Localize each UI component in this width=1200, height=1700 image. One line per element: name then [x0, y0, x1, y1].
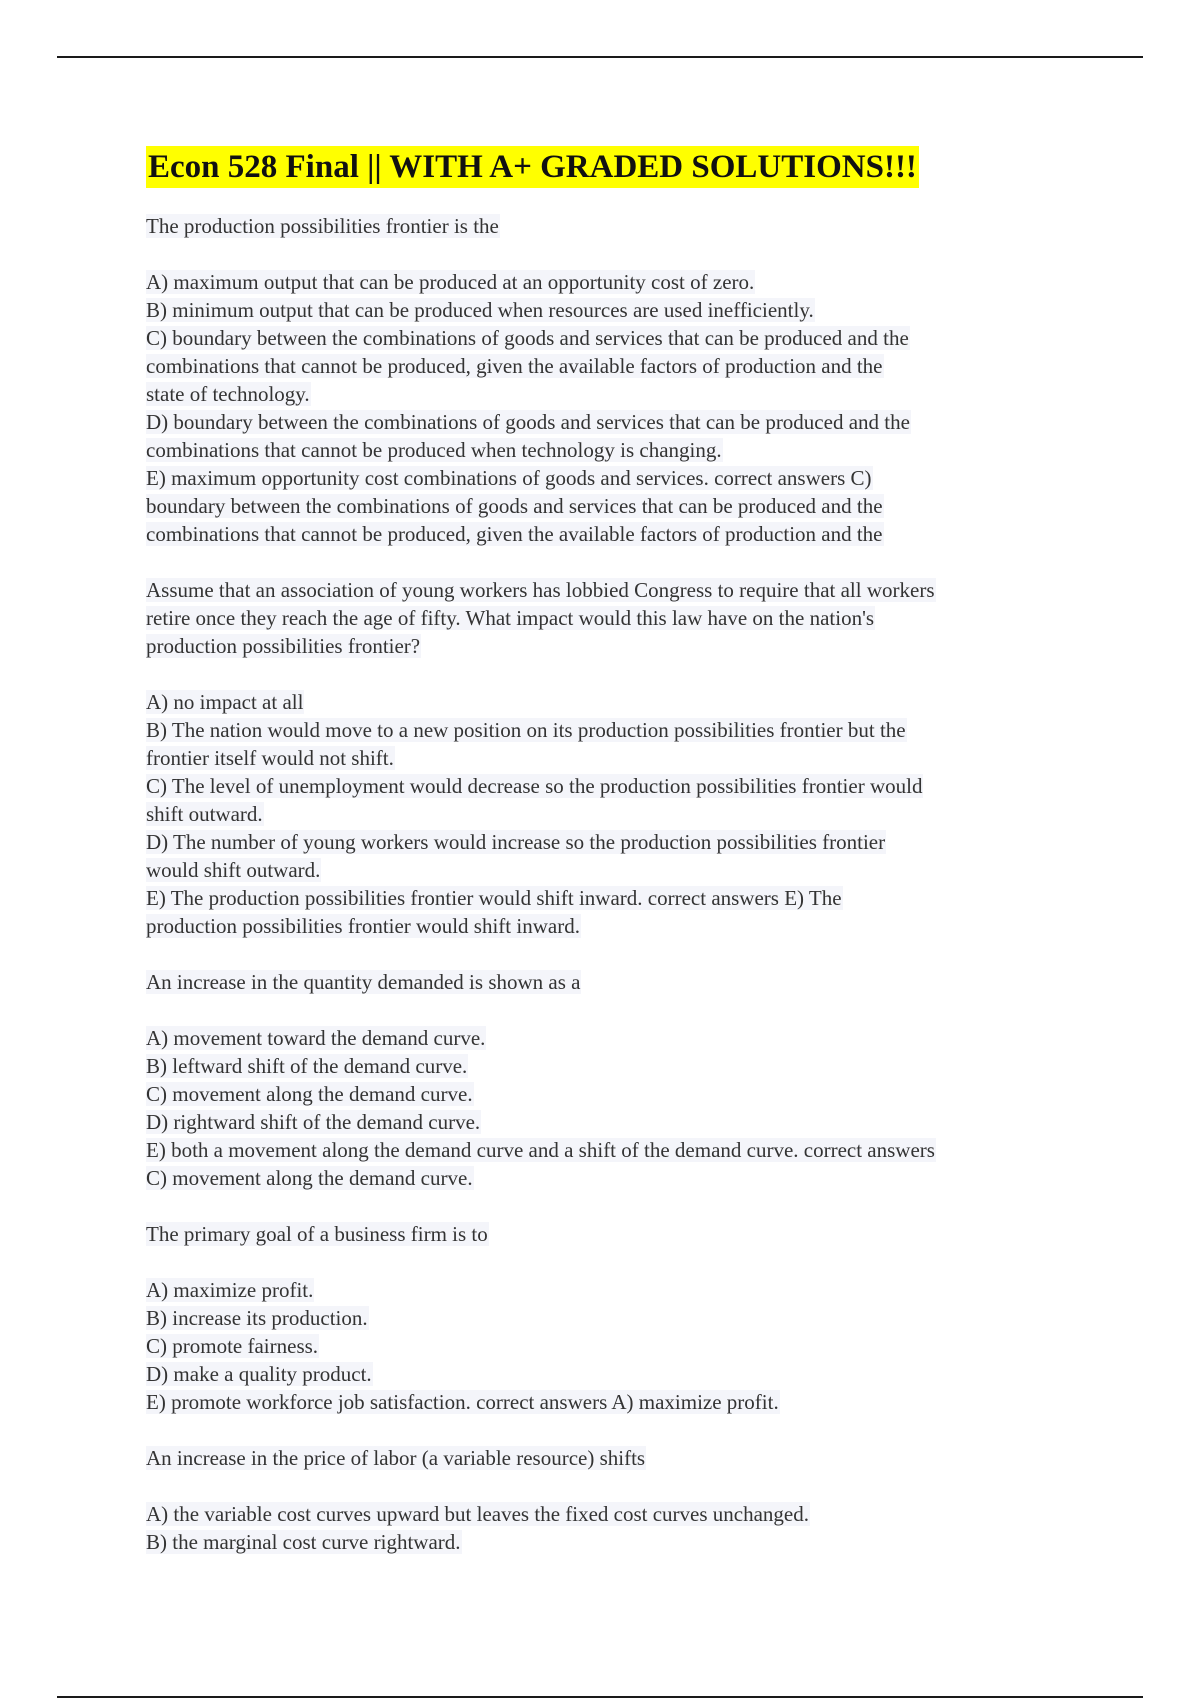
footer-rule — [57, 1696, 1143, 1698]
answer-line: B) the marginal cost curve rightward. — [146, 1530, 461, 1554]
answer-line: would shift outward. — [146, 858, 321, 882]
answer-line: combinations that cannot be produced when technology is changing. — [146, 438, 722, 462]
answer-line: D) The number of young workers would increase so the production possibilities frontier — [146, 830, 886, 854]
answer-line: E) maximum opportunity cost combinations of goods and services. correct answers C) — [146, 466, 872, 490]
answer-line: combinations that cannot be produced, given the available factors of production and the — [146, 522, 883, 546]
answer-line: D) rightward shift of the demand curve. — [146, 1110, 481, 1134]
answer-line: A) maximum output that can be produced at an opportunity cost of zero. — [146, 270, 755, 294]
answer-line: frontier itself would not shift. — [146, 746, 394, 770]
answer-line: boundary between the combinations of goods and services that can be produced and the — [146, 494, 883, 518]
question-2-answers — [146, 688, 1066, 940]
answer-line: E) promote workforce job satisfaction. correct answers A) maximize profit. — [146, 1390, 779, 1414]
question-5-text — [146, 1444, 1066, 1472]
answer-line: state of technology. — [146, 382, 310, 406]
question-4-text — [146, 1220, 1066, 1248]
answer-line: C) The level of unemployment would decrease so the production possibilities frontier would — [146, 774, 923, 798]
answer-line: A) no impact at all — [146, 690, 304, 714]
answer-line: A) maximize profit. — [146, 1278, 314, 1302]
answer-line: shift outward. — [146, 802, 263, 826]
document-title: Econ 528 Final || WITH A+ GRADED SOLUTIONS!!! — [146, 146, 919, 188]
answer-line: D) boundary between the combinations of goods and services that can be produced and the — [146, 410, 910, 434]
answer-line: B) minimum output that can be produced when resources are used inefficiently. — [146, 298, 814, 322]
answer-line: A) the variable cost curves upward but leaves the fixed cost curves unchanged. — [146, 1502, 810, 1526]
answer-line: C) promote fairness. — [146, 1334, 319, 1358]
answer-line: E) The production possibilities frontier would shift inward. correct answers E) The — [146, 886, 842, 910]
answer-line: C) boundary between the combinations of goods and services that can be produced and the — [146, 326, 909, 350]
answer-line: B) increase its production. — [146, 1306, 368, 1330]
question-5-answers — [146, 1500, 1066, 1556]
question-3-answers — [146, 1024, 1066, 1192]
document-body — [146, 146, 1066, 1584]
question-3-text — [146, 968, 1066, 996]
question-4-answers — [146, 1276, 1066, 1416]
question-line: retire once they reach the age of fifty. What impact would this law have on the nation's — [146, 606, 875, 630]
answer-line: E) both a movement along the demand curve and a shift of the demand curve. correct answers — [146, 1138, 935, 1162]
answer-line: C) movement along the demand curve. — [146, 1166, 473, 1190]
question-line: An increase in the quantity demanded is shown as a — [146, 970, 581, 994]
answer-line: D) make a quality product. — [146, 1362, 372, 1386]
question-1-answers — [146, 268, 1066, 548]
answer-line: B) leftward shift of the demand curve. — [146, 1054, 468, 1078]
question-line: An increase in the price of labor (a variable resource) shifts — [146, 1446, 646, 1470]
question-2-text — [146, 576, 1066, 660]
header-rule — [57, 56, 1143, 58]
question-line: The primary goal of a business firm is to — [146, 1222, 488, 1246]
answer-line: combinations that cannot be produced, given the available factors of production and the — [146, 354, 883, 378]
question-line: production possibilities frontier? — [146, 634, 421, 658]
question-line: Assume that an association of young workers has lobbied Congress to require that all workers — [146, 578, 935, 602]
question-1-text — [146, 212, 1066, 240]
answer-line: B) The nation would move to a new position on its production possibilities frontier but the — [146, 718, 906, 742]
answer-line: production possibilities frontier would shift inward. — [146, 914, 580, 938]
answer-line: C) movement along the demand curve. — [146, 1082, 473, 1106]
question-line: The production possibilities frontier is the — [146, 214, 499, 238]
qa-list — [146, 212, 1066, 1556]
answer-line: A) movement toward the demand curve. — [146, 1026, 486, 1050]
